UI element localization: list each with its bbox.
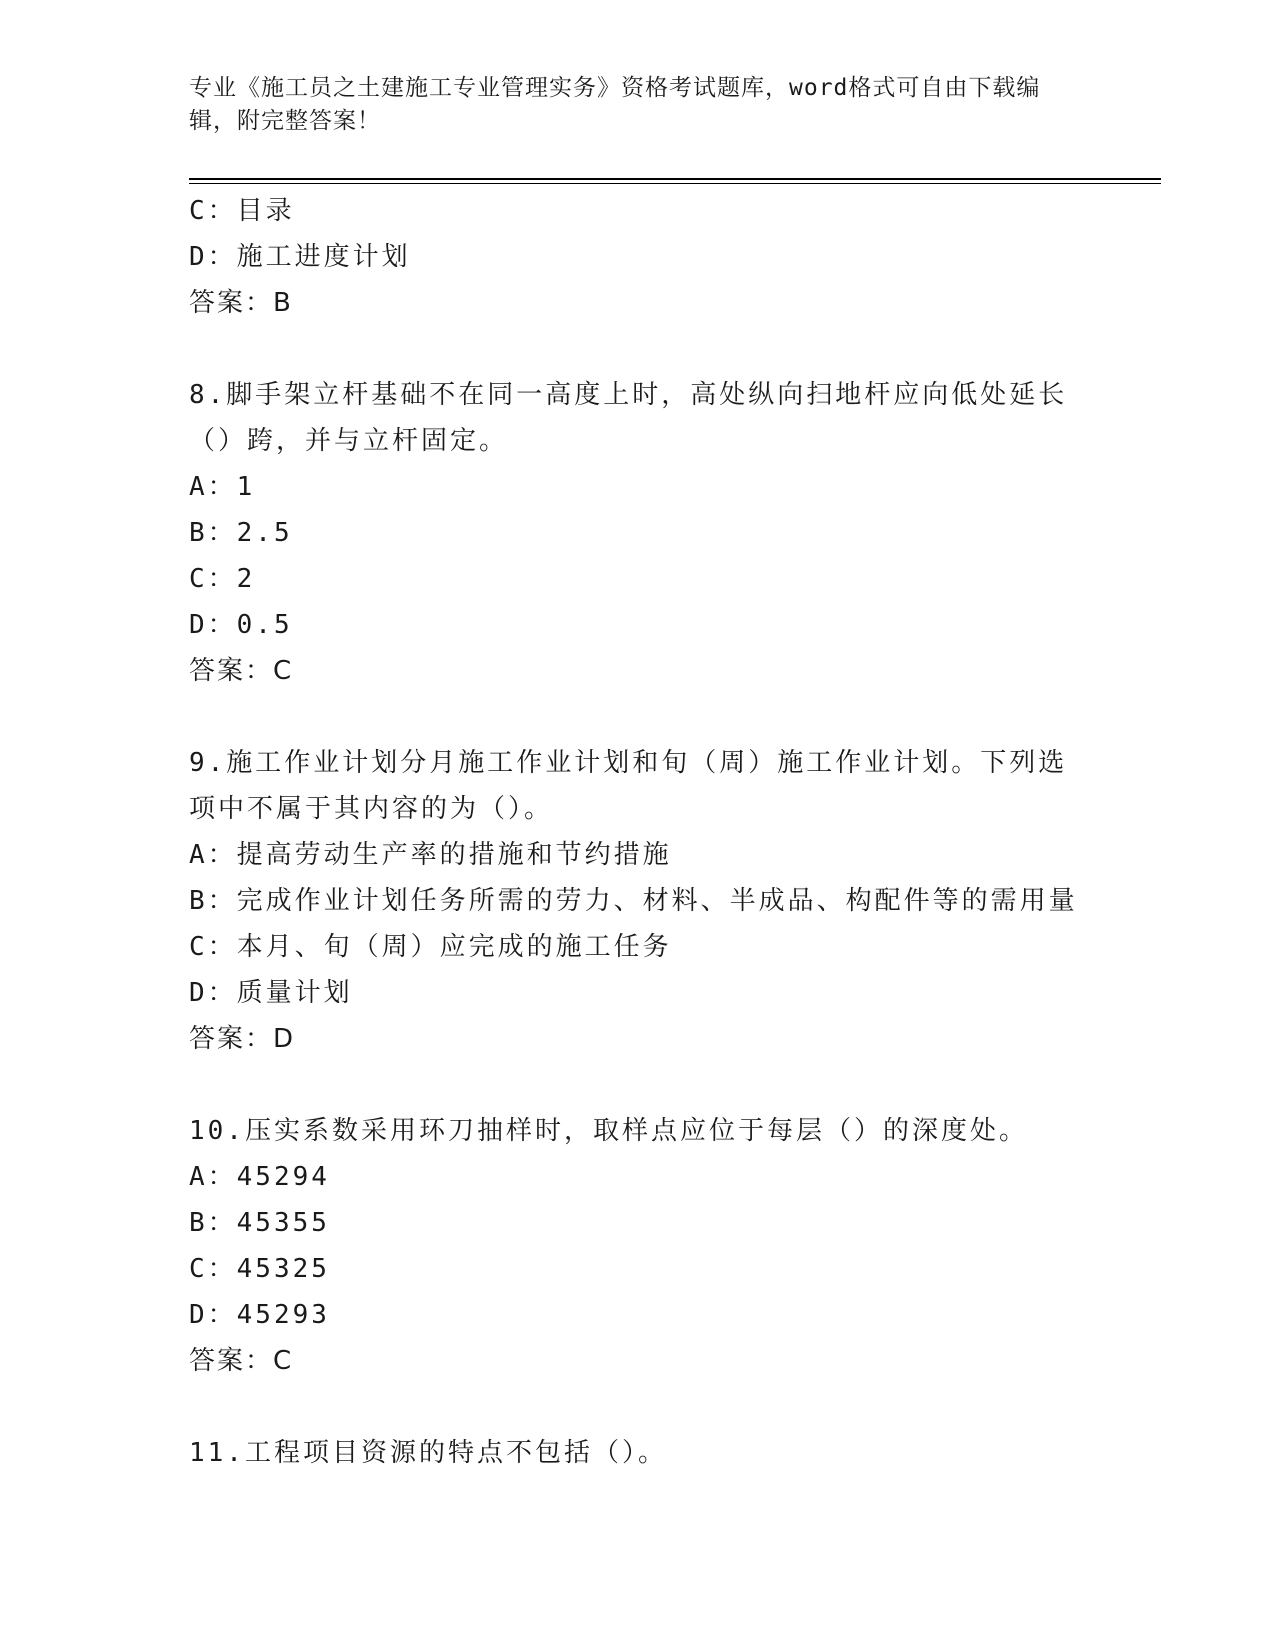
option-a: A：提高劳动生产率的措施和节约措施 [189, 840, 672, 870]
option-c: C：2 [189, 564, 256, 594]
question-stem: 11.工程项目资源的特点不包括（）。 [189, 1438, 667, 1468]
option-d: D：0.5 [189, 610, 293, 640]
answer-label: 答案：C [189, 1346, 294, 1376]
option-c: C：本月、旬（周）应完成的施工任务 [189, 932, 672, 962]
header-divider-thick [189, 178, 1161, 180]
answer-label: 答案：D [189, 1024, 296, 1054]
option-c: C：45325 [189, 1254, 330, 1284]
spacer [189, 1384, 1089, 1430]
option-c: C：目录 [189, 196, 295, 226]
question-stem: 10.压实系数采用环刀抽样时，取样点应位于每层（）的深度处。 [189, 1116, 1028, 1146]
spacer [189, 694, 1089, 740]
question-stem: 9.施工作业计划分月施工作业计划和旬（周）施工作业计划。下列选项中不属于其内容的为（）。 [189, 748, 1068, 824]
option-b: B：2.5 [189, 518, 293, 548]
option-d: D：质量计划 [189, 978, 353, 1008]
option-b: B：完成作业计划任务所需的劳力、材料、半成品、构配件等的需用量 [189, 886, 1078, 916]
answer-label: 答案：B [189, 288, 293, 318]
document-header: 专业《施工员之土建施工专业管理实务》资格考试题库，word格式可自由下载编辑，附完整答案！ [189, 75, 1041, 134]
spacer [189, 326, 1089, 372]
option-d: D：施工进度计划 [189, 242, 411, 272]
header-divider-thin [189, 183, 1161, 184]
answer-label: 答案：C [189, 656, 294, 686]
option-d: D：45293 [189, 1300, 330, 1330]
option-a: A：45294 [189, 1162, 330, 1192]
option-a: A：1 [189, 472, 256, 502]
question-list [189, 188, 1089, 1476]
spacer [189, 1062, 1089, 1108]
question-stem: 8.脚手架立杆基础不在同一高度上时，高处纵向扫地杆应向低处延长（）跨，并与立杆固定。 [189, 380, 1068, 456]
option-b: B：45355 [189, 1208, 330, 1238]
